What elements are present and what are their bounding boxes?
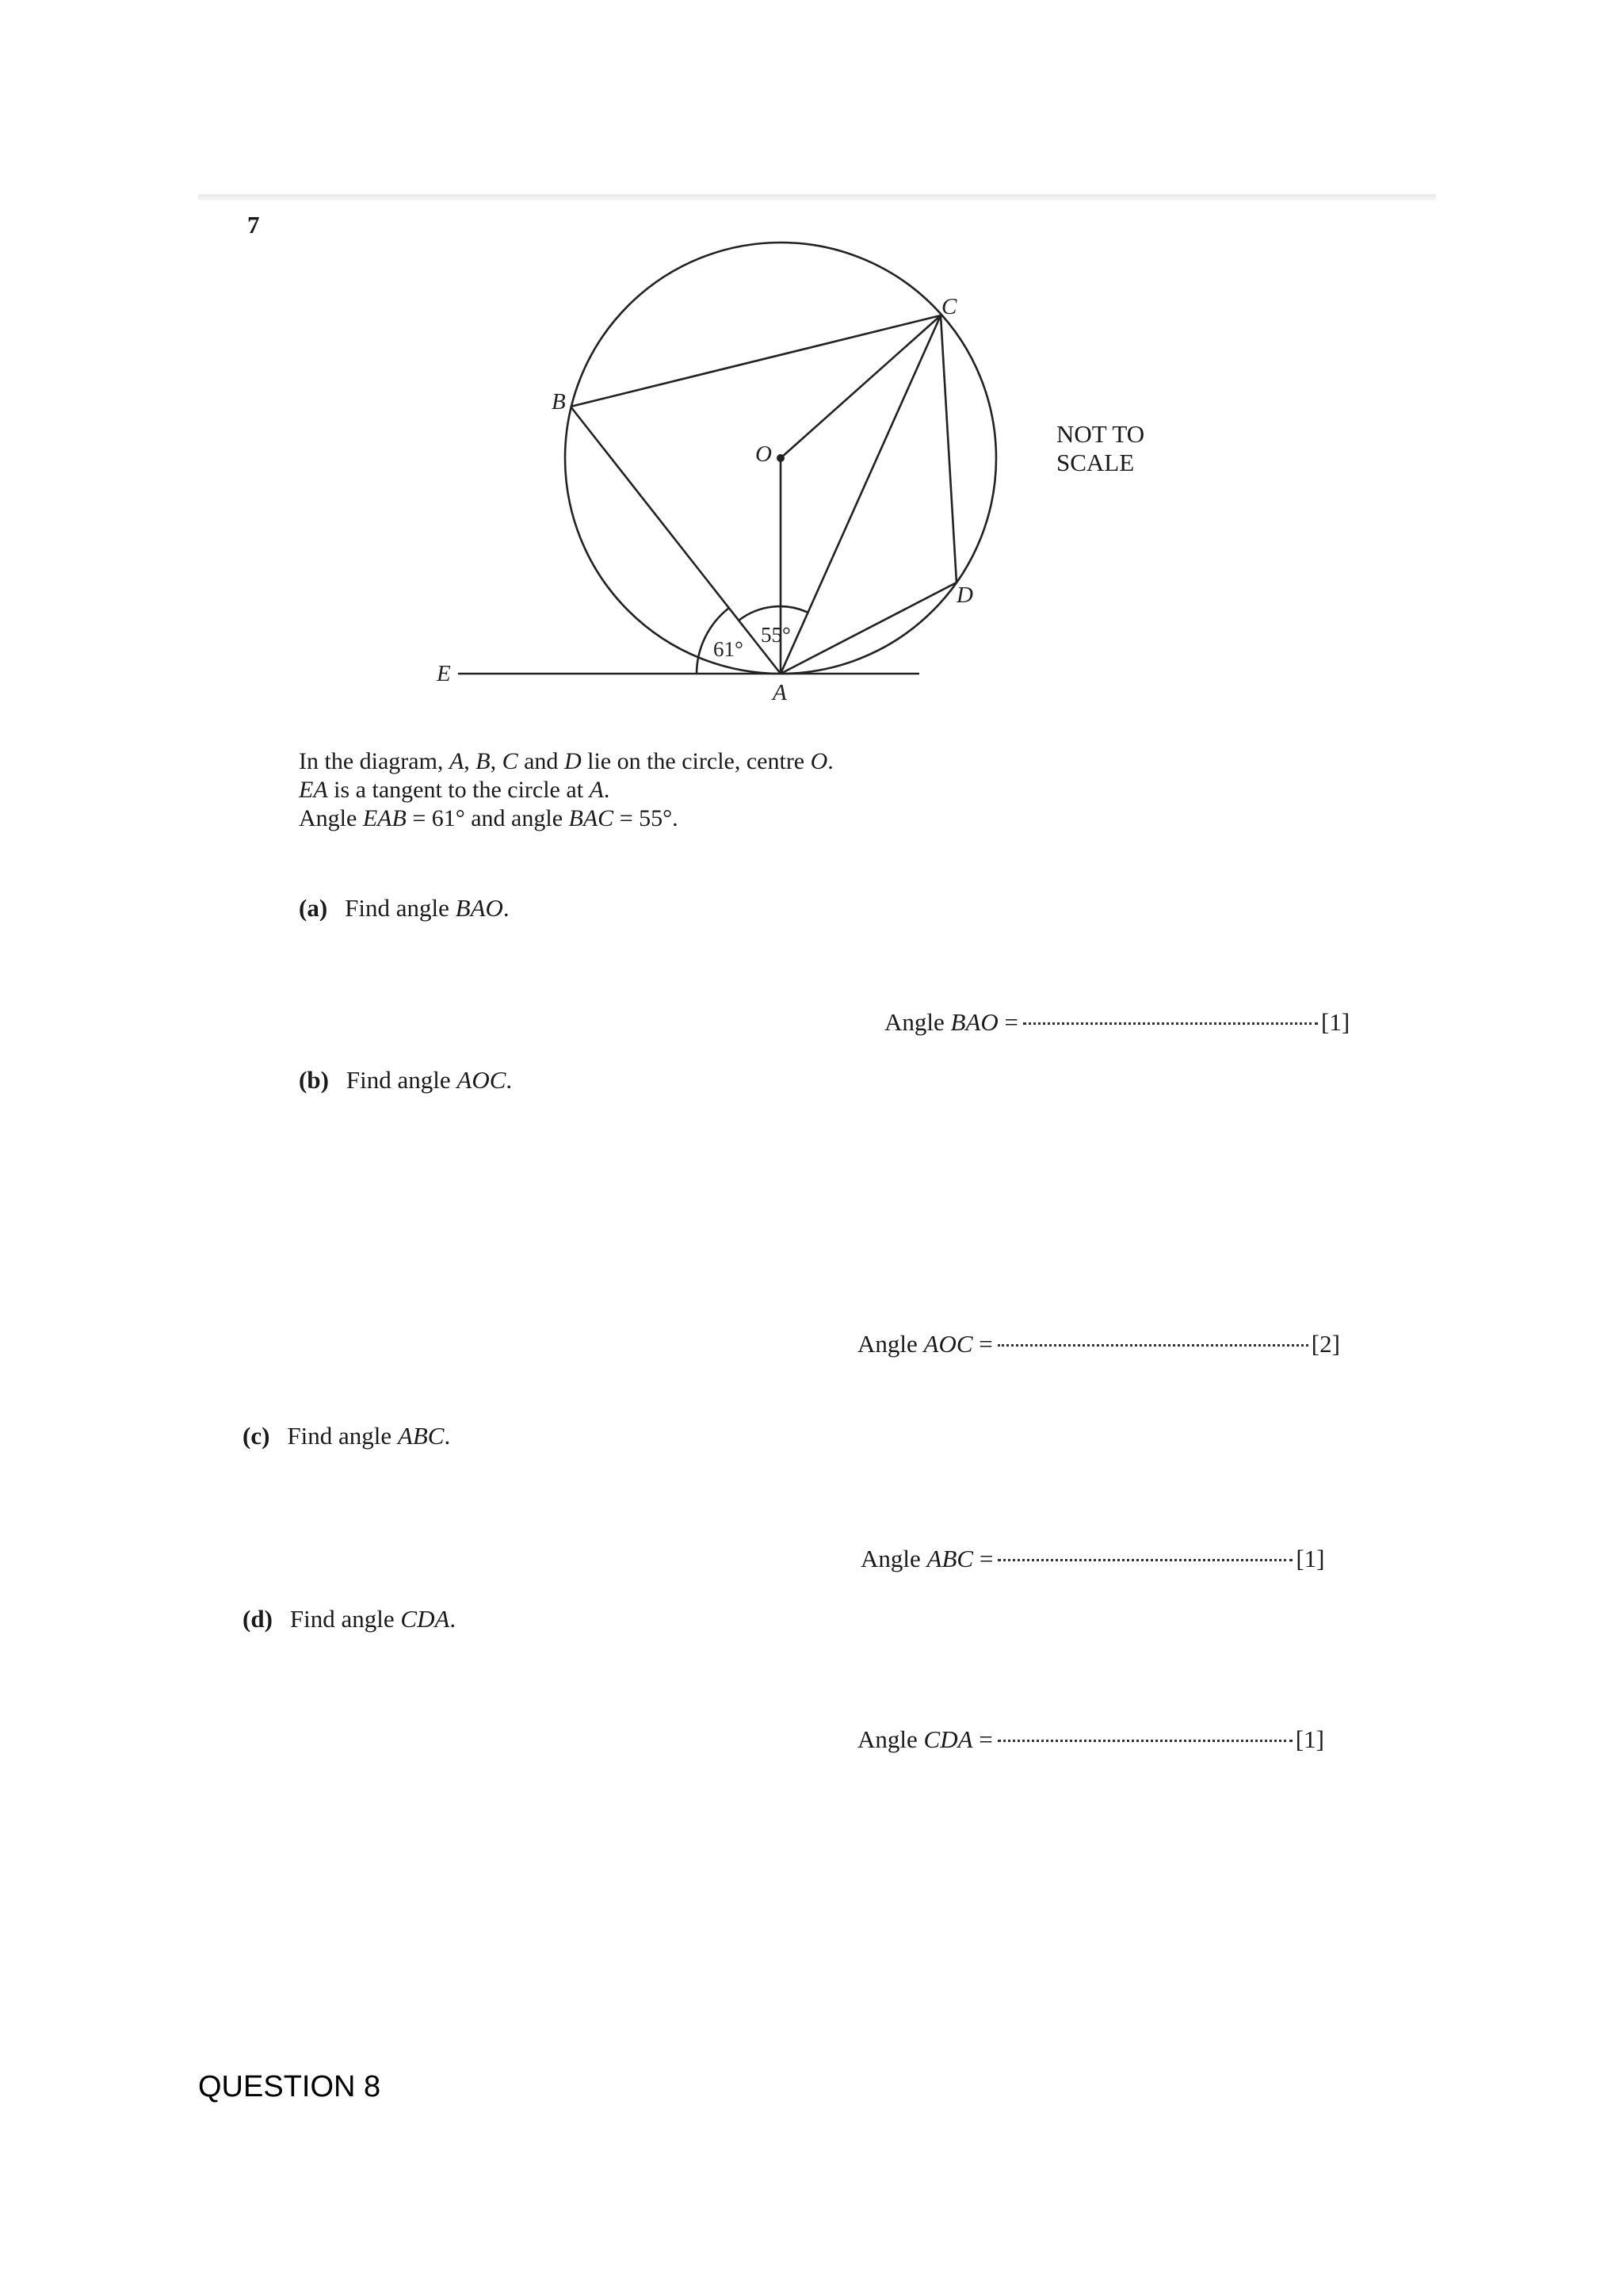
answer-angle: CDA bbox=[923, 1725, 973, 1753]
answer-label: Angle bbox=[861, 1545, 927, 1572]
part-letter: (a) bbox=[299, 894, 328, 922]
stem-text: . bbox=[603, 777, 610, 803]
next-question-heading: QUESTION 8 bbox=[198, 2070, 381, 2103]
part-prompt: Find angle bbox=[287, 1422, 398, 1450]
chord-ac bbox=[781, 315, 941, 674]
question-number: 7 bbox=[247, 211, 260, 239]
answer-angle: BAO bbox=[950, 1008, 999, 1036]
answer-label: Angle bbox=[857, 1330, 924, 1358]
not-to-scale-line2: SCALE bbox=[1056, 449, 1135, 476]
part-a-answer-line bbox=[884, 1008, 1350, 1037]
part-angle: CDA bbox=[400, 1605, 450, 1633]
label-a: A bbox=[773, 680, 787, 705]
stem-var: A bbox=[449, 748, 464, 774]
part-b-question bbox=[299, 1066, 512, 1095]
stem-text: = 55°. bbox=[613, 805, 678, 831]
label-e: E bbox=[437, 661, 451, 686]
chord-bc bbox=[571, 315, 941, 407]
stem-text: is a tangent to the circle at bbox=[327, 777, 590, 803]
stem-var: EA bbox=[299, 777, 328, 803]
stem-text: and bbox=[517, 748, 564, 774]
marks: [1] bbox=[1295, 1725, 1324, 1753]
part-end: . bbox=[506, 1066, 513, 1094]
stem-text: lie on the circle, centre bbox=[581, 748, 811, 774]
stem-line-2 bbox=[299, 776, 834, 804]
part-letter: (b) bbox=[299, 1066, 329, 1094]
marks: [2] bbox=[1311, 1330, 1340, 1358]
part-end: . bbox=[502, 894, 510, 922]
part-prompt: Find angle bbox=[346, 1066, 457, 1094]
part-prompt: Find angle bbox=[345, 894, 456, 922]
part-end: . bbox=[444, 1422, 451, 1450]
label-c: C bbox=[941, 294, 957, 319]
stem-var: O bbox=[810, 748, 828, 774]
label-d: D bbox=[957, 583, 973, 608]
stem-text: In the diagram, bbox=[299, 748, 449, 774]
part-c-question bbox=[242, 1422, 450, 1450]
part-d-answer-line bbox=[857, 1725, 1324, 1754]
part-end: . bbox=[449, 1605, 456, 1633]
part-prompt: Find angle bbox=[289, 1605, 401, 1633]
angle-label-bac: 55° bbox=[761, 623, 791, 647]
part-angle: BAO bbox=[455, 894, 503, 922]
stem-text: , bbox=[464, 748, 476, 774]
stem-text: = 61° and angle bbox=[406, 805, 569, 831]
part-b-answer-line bbox=[857, 1330, 1340, 1358]
answer-label: Angle bbox=[857, 1725, 924, 1753]
stem-var: D bbox=[563, 748, 582, 774]
stem-text: . bbox=[827, 748, 834, 774]
stem-var: B bbox=[475, 748, 491, 774]
answer-angle: ABC bbox=[926, 1545, 974, 1572]
part-angle: ABC bbox=[397, 1422, 445, 1450]
marks: [1] bbox=[1296, 1545, 1325, 1572]
answer-equals: = bbox=[998, 1008, 1019, 1036]
stem-text: , bbox=[490, 748, 502, 774]
answer-equals: = bbox=[973, 1545, 994, 1572]
angle-arc-bac bbox=[739, 606, 808, 621]
circle-diagram bbox=[0, 0, 1623, 793]
not-to-scale-note bbox=[1056, 420, 1144, 477]
angle-label-eab: 61° bbox=[713, 637, 743, 661]
part-a-question bbox=[299, 894, 510, 923]
answer-dots[interactable] bbox=[998, 1343, 1308, 1347]
chord-da bbox=[781, 583, 957, 674]
part-d-question bbox=[242, 1605, 456, 1633]
label-o: O bbox=[755, 441, 772, 467]
question-stem bbox=[299, 747, 834, 833]
answer-label: Angle bbox=[884, 1008, 951, 1036]
chord-cd bbox=[941, 315, 957, 583]
radius-oc bbox=[781, 315, 941, 458]
stem-line-1 bbox=[299, 747, 834, 776]
chord-ba bbox=[571, 407, 781, 674]
part-letter: (c) bbox=[242, 1422, 270, 1450]
stem-var: EAB bbox=[362, 805, 407, 831]
not-to-scale-line1: NOT TO bbox=[1056, 420, 1145, 448]
part-letter: (d) bbox=[242, 1605, 273, 1633]
answer-dots[interactable] bbox=[998, 1739, 1293, 1742]
stem-var: A bbox=[589, 777, 604, 803]
answer-equals: = bbox=[972, 1330, 993, 1358]
stem-text: Angle bbox=[299, 805, 363, 831]
centre-point bbox=[777, 454, 785, 462]
stem-var: C bbox=[502, 748, 518, 774]
label-b: B bbox=[552, 389, 566, 415]
part-angle: AOC bbox=[456, 1066, 506, 1094]
answer-angle: AOC bbox=[923, 1330, 973, 1358]
part-c-answer-line bbox=[861, 1545, 1324, 1573]
stem-line-3 bbox=[299, 804, 834, 833]
answer-dots[interactable] bbox=[1023, 1022, 1318, 1025]
answer-equals: = bbox=[972, 1725, 993, 1753]
marks: [1] bbox=[1321, 1008, 1350, 1036]
answer-dots[interactable] bbox=[998, 1558, 1293, 1561]
stem-var: BAC bbox=[568, 805, 614, 831]
